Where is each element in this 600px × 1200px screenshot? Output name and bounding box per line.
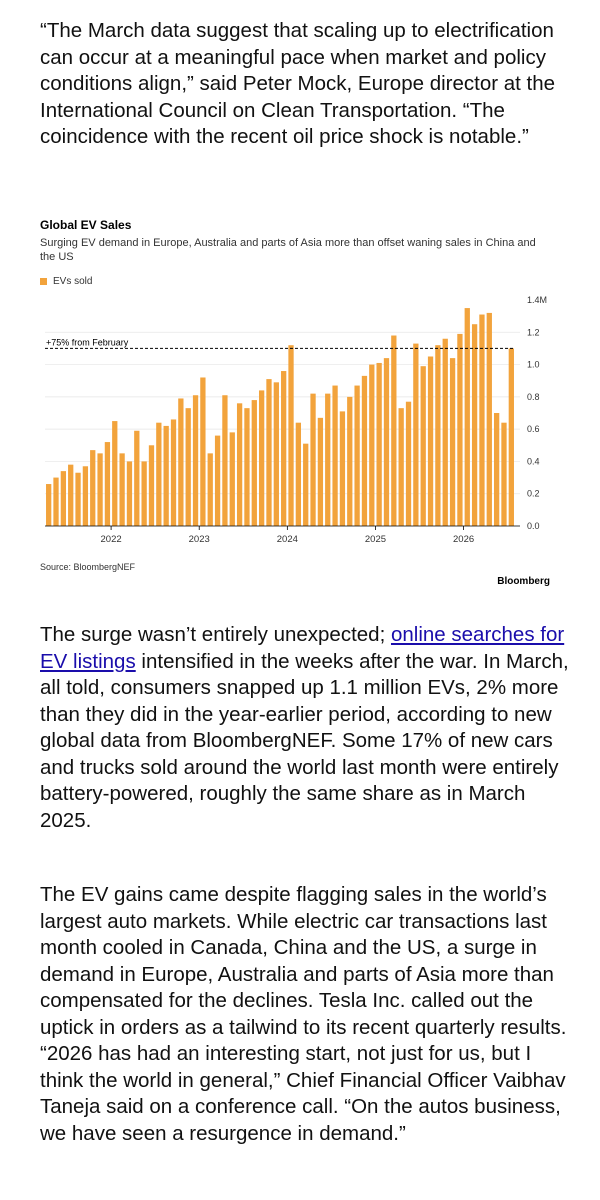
- bloomberg-logo: Bloomberg: [497, 576, 550, 587]
- bar: [340, 411, 345, 526]
- bar: [83, 466, 88, 526]
- bar: [487, 313, 492, 526]
- bar: [362, 376, 367, 526]
- article-paragraph-3: The EV gains came despite flagging sales in the world’s largest auto markets. While electric car transactions last month cooled in Canada, China and the US, a surge in demand in Europe, Australia and parts of Asia more than compensated for the declines. Tesla Inc. called out the uptick in orders as a tailwind to its recent quarterly results. “2026 has had an interesting start, not just for us, but I think the world in general,” Chief Financial Officer Vaibhav Taneja said on a conference call. “On the autos business, we have seen a resurgence in demand.”: [40, 883, 567, 1145]
- bar: [288, 345, 293, 526]
- bar: [369, 365, 374, 526]
- ev-sales-chart: [40, 218, 560, 588]
- bar: [325, 394, 330, 526]
- bar: [244, 408, 249, 526]
- legend-swatch: [40, 278, 47, 285]
- bar: [230, 432, 235, 526]
- article-paragraph-1: “The March data suggest that scaling up to electrification can occur at a meaningful pace when market and policy conditions align,” said Peter Mock, Europe director at the International Council on Clean Transportation. “The coincidence with the recent oil price shock is notable.”: [40, 19, 556, 148]
- bar: [472, 324, 477, 526]
- ev-listings-link[interactable]: online searches for EV listings: [40, 623, 565, 673]
- bar: [391, 336, 396, 526]
- bar: [186, 408, 191, 526]
- y-tick-label: 0.0: [527, 521, 540, 531]
- bar: [112, 421, 117, 526]
- bar: [406, 402, 411, 526]
- bar: [90, 450, 95, 526]
- bar: [105, 442, 110, 526]
- bar: [347, 397, 352, 526]
- bar: [178, 398, 183, 526]
- bar: [97, 453, 102, 526]
- y-tick-label: 1.2: [527, 327, 540, 338]
- reference-line-label: +75% from February: [46, 337, 129, 348]
- bar: [127, 461, 132, 526]
- x-tick-label: 2026: [453, 534, 475, 545]
- bar: [332, 386, 337, 526]
- bar: [208, 453, 213, 526]
- bar: [399, 408, 404, 526]
- bar: [171, 419, 176, 526]
- article-paragraph-2: [40, 622, 570, 834]
- y-tick-label: 0.8: [527, 391, 540, 402]
- bar: [68, 465, 73, 526]
- bar: [46, 484, 51, 526]
- y-tick-label: 1.0: [527, 359, 540, 370]
- bar: [421, 366, 426, 526]
- bar: [75, 473, 80, 526]
- bar: [237, 403, 242, 526]
- x-tick-label: 2023: [188, 534, 210, 545]
- bar: [164, 426, 169, 526]
- bar: [443, 339, 448, 526]
- bar: [134, 431, 139, 526]
- bar: [465, 308, 470, 526]
- chart-plot: [40, 290, 560, 560]
- bar: [200, 377, 205, 526]
- paragraph-2-text-before: The surge wasn’t entirely unexpected;: [40, 623, 391, 646]
- bar: [303, 444, 308, 526]
- bar: [384, 358, 389, 526]
- bar: [457, 334, 462, 526]
- x-tick-label: 2025: [364, 534, 387, 545]
- legend-label: EVs sold: [53, 276, 93, 287]
- bar: [149, 445, 154, 526]
- bar: [119, 453, 124, 526]
- bar: [222, 395, 227, 526]
- bar: [413, 344, 418, 526]
- chart-legend: [40, 276, 92, 287]
- bar: [266, 379, 271, 526]
- bar: [156, 423, 161, 526]
- chart-title: Global EV Sales: [40, 218, 132, 232]
- bar: [281, 371, 286, 526]
- bar: [318, 418, 323, 526]
- bar: [354, 386, 359, 526]
- bar: [252, 400, 257, 526]
- y-tick-label: 0.4: [527, 456, 540, 467]
- bar: [215, 436, 220, 526]
- y-top-label: 1.4M: [527, 295, 548, 305]
- bar: [509, 348, 514, 526]
- y-tick-label: 0.2: [527, 488, 540, 499]
- bar: [259, 390, 264, 526]
- bar: [141, 461, 146, 526]
- chart-subtitle: Surging EV demand in Europe, Australia and parts of Asia more than offset waning sales in China and the US: [40, 237, 536, 263]
- bar: [494, 413, 499, 526]
- bar: [376, 363, 381, 526]
- bar: [428, 357, 433, 527]
- bar: [53, 478, 58, 526]
- y-tick-label: 0.6: [527, 424, 540, 435]
- x-tick-label: 2022: [100, 534, 122, 545]
- bar: [435, 345, 440, 526]
- x-tick-label: 2024: [276, 534, 298, 545]
- chart-source: Source: BloombergNEF: [40, 562, 136, 572]
- bar: [310, 394, 315, 526]
- bar: [274, 382, 279, 526]
- bar: [501, 423, 506, 526]
- bar: [450, 358, 455, 526]
- bar: [479, 315, 484, 526]
- bar: [296, 423, 301, 526]
- paragraph-2-text-after: intensified in the weeks after the war. In March, all told, consumers snapped up 1.1 million EVs, 2% more than they did in the year-earlier period, according to new global data from BloombergNEF. Some 17% of new cars and trucks sold around the world last month were entirely battery-powered, roughly the same share as in March 2025.: [40, 649, 569, 832]
- bar: [61, 471, 66, 526]
- bar: [193, 395, 198, 526]
